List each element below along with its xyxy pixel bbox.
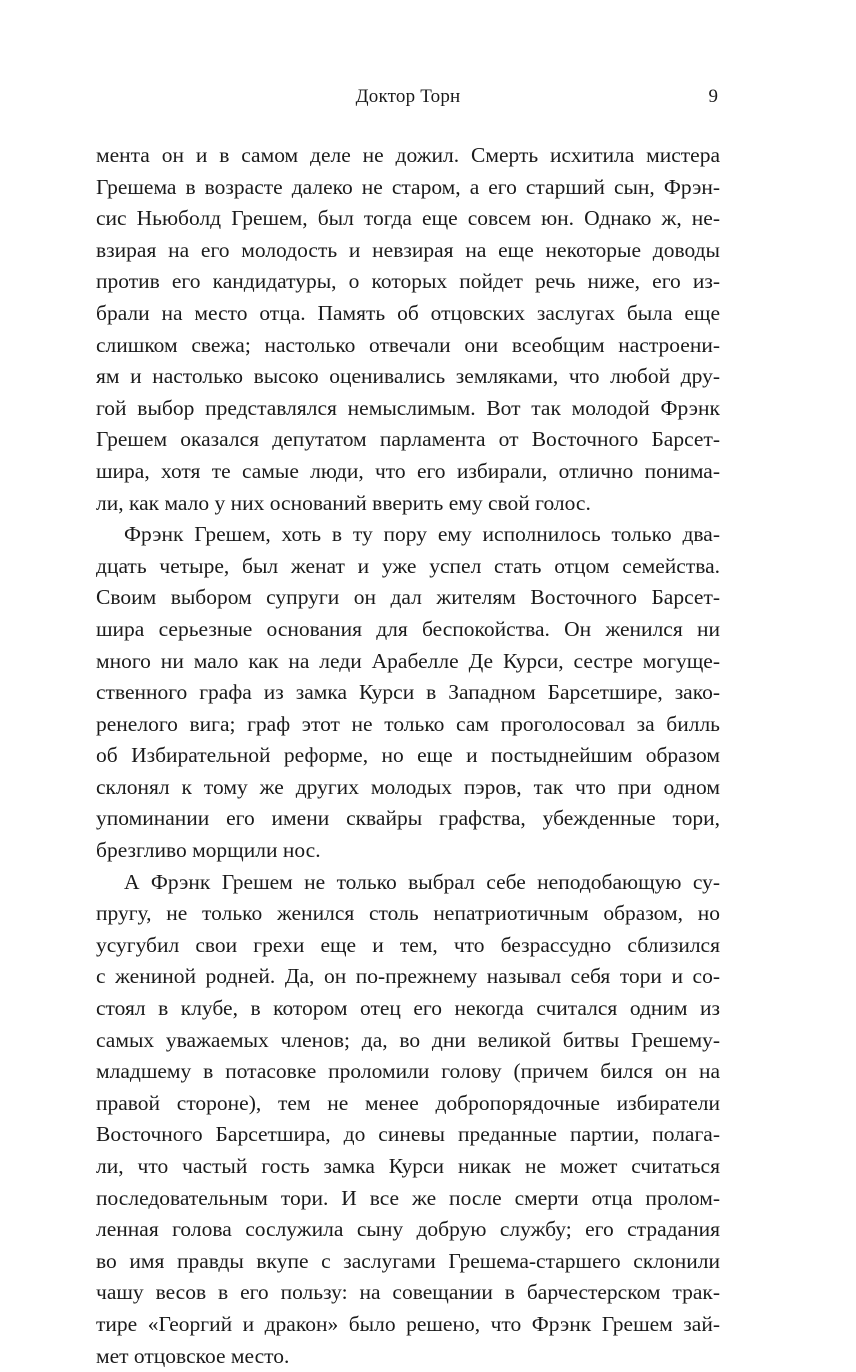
paragraph-2 <box>96 519 720 867</box>
text-line: много ни мало как на леди Арабелле Де Курси, сестре могуще- <box>96 648 720 673</box>
text-line: дцать четыре, был женат и уже успел стать отцом семейства. <box>96 553 720 578</box>
text-line: брали на место отца. Память об отцовских заслугах была еще <box>96 300 720 325</box>
text-line: упоминании его имени сквайры графства, убежденные тори, <box>96 806 720 831</box>
text-line: гой выбор представлялся немыслимым. Вот так молодой Фрэнк <box>96 395 720 420</box>
paragraph-3 <box>96 867 720 1372</box>
text-line: против его кандидатуры, о которых пойдет речь ниже, его из- <box>96 269 720 294</box>
text-body <box>96 140 720 1372</box>
text-line: правой стороне), тем не менее добропорядочные избиратели <box>96 1090 720 1115</box>
text-line: шира серьезные основания для беспокойства. Он женился ни <box>96 616 720 641</box>
text-line: Грешема в возрасте далеко не старом, а его старший сын, Фрэн- <box>96 174 720 199</box>
text-line: склонял к тому же других молодых пэров, так что при одном <box>96 774 720 799</box>
text-line: усугубил свои грехи еще и тем, что безрассудно сблизился <box>96 932 720 957</box>
text-line: Восточного Барсетшира, до синевы преданные партии, полага- <box>96 1122 720 1147</box>
text-line: мента он и в самом деле не дожил. Смерть исхитила мистера <box>96 143 720 167</box>
text-line: ственного графа из замка Курси в Западном Барсетшире, зако- <box>96 680 720 705</box>
text-line: ям и настолько высоко оценивались земляками, что любой дру- <box>96 364 720 389</box>
text-line: самых уважаемых членов; да, во дни великой битвы Грешему- <box>96 1027 720 1052</box>
text-line: ли, как мало у них оснований вверить ему свой голос. <box>96 490 591 515</box>
text-line: Фрэнк Грешем, хоть в ту пору ему исполнилось только два- <box>124 522 720 547</box>
text-line: пругу, не только женился столь непатриотичным образом, но <box>96 901 720 926</box>
text-line: во имя правды вкупе с заслугами Грешема-старшего склонили <box>96 1248 720 1273</box>
text-line: тире «Георгий и дракон» было решено, что Фрэнк Грешем зай- <box>96 1311 720 1336</box>
text-line: слишком свежа; настолько отвечали они всеобщим настроени- <box>96 332 720 357</box>
page-number: 9 <box>708 86 718 107</box>
text-line: ленная голова сослужила сыну добрую службу; его страдания <box>96 1217 720 1242</box>
paragraph-1 <box>96 140 720 519</box>
text-line: об Избирательной реформе, но еще и постыднейшим образом <box>96 743 720 768</box>
text-line: ренелого вига; граф этот не только сам проголосовал за билль <box>96 711 720 736</box>
text-line: стоял в клубе, в котором отец его некогда считался одним из <box>96 996 720 1021</box>
text-line: с жениной родней. Да, он по-прежнему называл себя тори и со- <box>96 964 720 989</box>
running-title: Доктор Торн <box>355 86 461 107</box>
text-line: брезгливо морщили нос. <box>96 838 321 863</box>
text-line: взирая на его молодость и невзирая на еще некоторые доводы <box>96 237 720 262</box>
text-line: Грешем оказался депутатом парламента от Восточного Барсет- <box>96 427 720 452</box>
text-line: ли, что частый гость замка Курси никак не может считаться <box>96 1154 720 1178</box>
text-line: младшему в потасовке проломили голову (причем бился он на <box>96 1059 720 1084</box>
text-line: А Фрэнк Грешем не только выбрал себе неподобающую су- <box>124 869 720 894</box>
text-line: мет отцовское место. <box>96 1343 290 1368</box>
text-line: последовательным тори. И все же после смерти отца пролом- <box>96 1185 720 1210</box>
text-line: Своим выбором супруги он дал жителям Восточного Барсет- <box>96 585 720 610</box>
text-line: чашу весов в его пользу: на совещании в барчестерском трак- <box>96 1280 720 1305</box>
text-line: сис Ньюболд Грешем, был тогда еще совсем юн. Однако ж, не- <box>96 206 720 231</box>
text-line: шира, хотя те самые люди, что его избирали, отлично понима- <box>96 458 720 483</box>
